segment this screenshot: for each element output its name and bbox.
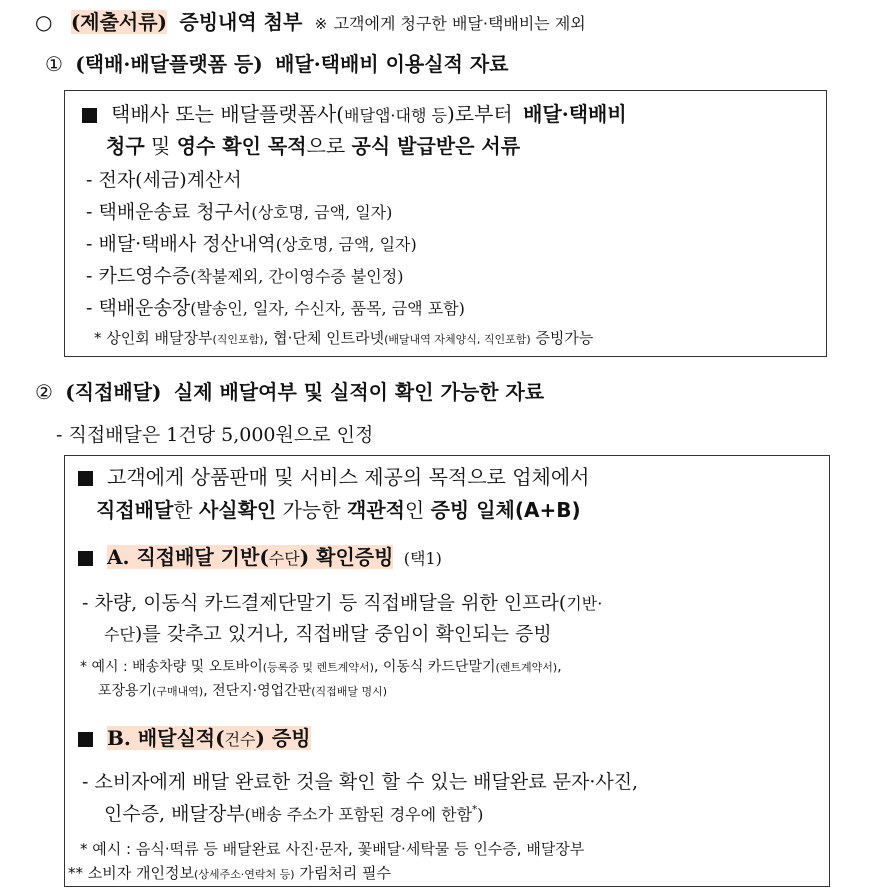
section2-subnote: - 직접배달은 1건당 5,000원으로 인정 [56, 424, 374, 446]
a-line1: - 차량, 이동식 카드결제단말기 등 직접배달을 위한 인프라(기반· [82, 592, 603, 614]
square-bullet-icon [82, 108, 97, 123]
submit-docs-tag: (제출서류) [70, 10, 168, 34]
section1-box-line2: 청구 및 영수 확인 목적으로 공식 발급받은 서류 [106, 134, 521, 158]
circle-bullet-icon: ○ [35, 10, 53, 34]
section1-title: 배달·택배비 이용실적 자료 [275, 52, 509, 76]
section1-box-line1: 택배사 또는 배달플랫폼사(배달앱·대행 등)로부터 배달·택배비 [82, 98, 627, 127]
b-line1: - 소비자에게 배달 완료한 것을 확인 할 수 있는 배달완료 문자·사진, [82, 771, 639, 793]
top-note: 고객에게 청구한 배달·택배비는 제외 [333, 14, 586, 33]
a-example2: 포장용기(구매내역), 전단지·영업간판(직접배달 명시) [98, 683, 388, 699]
a-example1: * 예시 : 배송차량 및 오토바이(등록증 및 렌트계약서), 이동식 카드단말기(렌트계약서), [80, 659, 562, 675]
doc-item: - 카드영수증(착불제외, 간이영수증 불인정) [86, 265, 404, 287]
doc-item: - 택배운송장(발송인, 일자, 수신자, 품목, 금액 포함) [86, 297, 465, 319]
doc-item: - 배달·택배사 정산내역(상호명, 금액, 일자) [86, 233, 417, 255]
b-privacy-note: ** 소비자 개인정보(상세주소·연락처 등) 가림처리 필수 [68, 864, 392, 882]
square-bullet-icon [78, 471, 93, 486]
doc-item: - 전자(세금)계산서 [86, 169, 242, 191]
section2-box-line2: 직접배달한 사실확인 가능한 객관적인 증빙 일체(A+B) [96, 498, 581, 522]
b-line2: 인수증, 배달장부(배송 주소가 포함된 경우에 한함*) [104, 803, 484, 825]
b-heading: B. 배달실적(건수) 증빙 [78, 722, 311, 751]
top-title: 증빙내역 첨부 [179, 10, 303, 34]
top-heading [35, 6, 586, 35]
b-example: * 예시 : 음식·떡류 등 배달완료 사진·문자, 꽃배달·세탁물 등 인수증, 배달장부 [80, 840, 585, 858]
a-line2: 수단)를 갖추고 있거나, 직접배달 중임이 확인되는 증빙 [104, 623, 552, 645]
section1-number: ① [45, 52, 63, 76]
section2-title: 실제 배달여부 및 실적이 확인 가능한 자료 [173, 380, 545, 404]
section1-heading [45, 48, 509, 77]
section1-tag: (택배·배달플랫폼 등) [75, 52, 263, 76]
a-heading: A. 직접배달 기반(수단) 확인증빙 (택1) [78, 541, 442, 570]
section2-number: ② [35, 380, 53, 404]
reference-mark: ※ [314, 15, 328, 33]
section2-box-line1: 고객에게 상품판매 및 서비스 제공의 목적으로 업체에서 [78, 461, 590, 490]
section2-tag: (직접배달) [65, 380, 162, 404]
square-bullet-icon [78, 551, 93, 566]
section1-note: * 상인회 배달장부(직인포함), 협·단체 인트라넷(배달내역 자체양식, 직인포함) 증빙가능 [94, 329, 594, 347]
square-bullet-icon [78, 732, 93, 747]
doc-item: - 택배운송료 청구서(상호명, 금액, 일자) [86, 201, 393, 223]
section2-heading [35, 376, 544, 405]
